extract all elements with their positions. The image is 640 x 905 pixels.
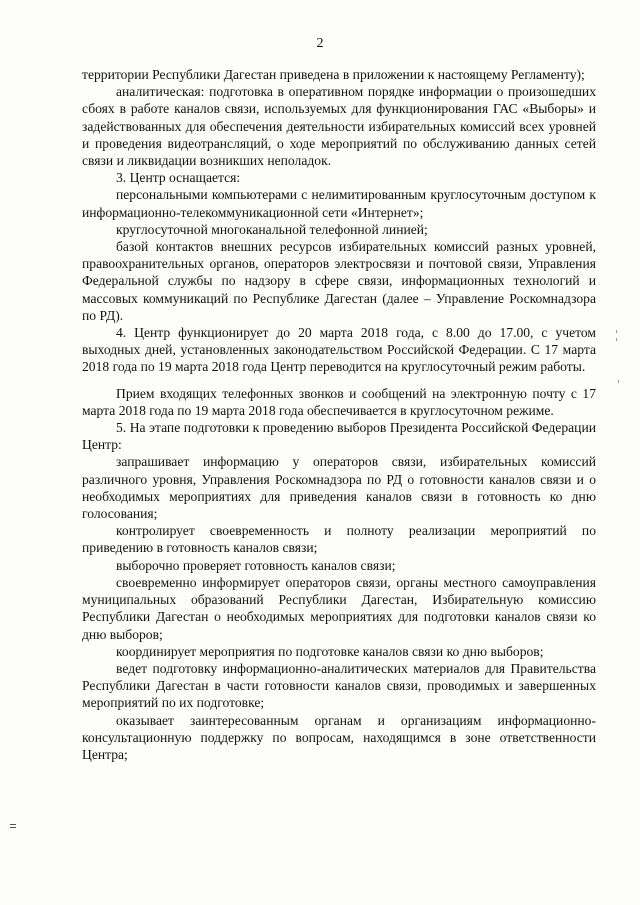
list-item-provides-support: оказывает заинтересованным органам и организациям информационно-консультационную поддержку по вопросам, находящимся в зоне ответственности Центра; (82, 712, 596, 762)
page-number: 2 (316, 36, 324, 51)
paragraph-section-3-heading: 3. Центр оснащается: (116, 170, 241, 186)
paragraph-analytical-function: аналитическая: подготовка в оперативном порядке информации о произошедших сбоях в работе каналов связи, используемых для функционирования ГАС «Выборы» и задействованных для обеспечения деятельности избирательных комиссий всех уровней и проведения видеотрансляций, о ходе мероприятий по обслуживанию данных сетей связи и ликвидации возникших неполадок. (82, 84, 596, 169)
list-item-prepares-materials: ведет подготовку информационно-аналитических материалов для Правительства Республики Дагестан в части готовности каналов связи, проводимых и завершенных мероприятий по их подготовке; (82, 660, 596, 711)
paragraph-section-4-schedule: 4. Центр функционирует до 20 марта 2018 года, с 8.00 до 17.00, с учетом выходных дней, установленных законодательством Российской Федерации. С 17 марта 2018 года по 19 марта 2018 года Центр переводится на круглосуточный режим работы. (82, 325, 596, 375)
list-item-requests-info: запрашивает информацию у операторов связи, избирательных комиссий различного уровня, Управления Роскомнадзора по РД о готовности каналов связи и о необходимых мероприятиях для приведения каналов связи в готовность ко дню голосования; (82, 454, 596, 522)
list-item-coordinates: координирует мероприятия по подготовке каналов связи ко дню выборов; (116, 643, 544, 659)
list-item-informs-operators: своевременно информирует операторов связи, органы местного самоуправления муниципальных образований Республики Дагестан, Избирательную комиссию Республики Дагестан о необходимых мероприятиях для подготовки каналов связи ко дню выборов; (82, 574, 596, 642)
list-item-phone-line: круглосуточной многоканальной телефонной линией; (116, 221, 428, 237)
paragraph-section-5-heading: 5. На этапе подготовки к проведению выборов Президента Российской Федерации Центр: (82, 420, 596, 453)
document-body (82, 66, 596, 763)
list-item-controls-timeliness: контролирует своевременность и полноту реализации мероприятий по приведению в готовность каналов связи; (82, 523, 596, 556)
list-item-computers: персональными компьютерами с нелимитированным круглосуточным доступом к информационно-телекоммуникационной сети «Интернет»; (82, 187, 596, 220)
scan-speck (616, 330, 617, 333)
paragraph-calls-reception: Прием входящих телефонных звонков и сообщений на электронную почту с 17 марта 2018 года по 19 марта 2018 года обеспечивается в круглосуточном режиме. (82, 385, 596, 418)
scan-margin-mark (10, 824, 16, 828)
list-item-contacts-base: базой контактов внешних ресурсов избирательных комиссий разных уровней, правоохранительных органов, операторов электросвязи и почтовой связи, Управления Федеральной службы по надзору в сфере связи, информационных технологий и массовых коммуникаций по Республике Дагестан (далее – Управление Роскомнадзора по РД). (82, 239, 596, 323)
scan-speck (616, 338, 617, 341)
paragraph-appendix-reference: территории Республики Дагестан приведена в приложении к настоящему Регламенту); (82, 67, 585, 82)
scan-speck (618, 380, 619, 383)
list-item-spot-checks: выборочно проверяет готовность каналов связи; (116, 557, 396, 573)
